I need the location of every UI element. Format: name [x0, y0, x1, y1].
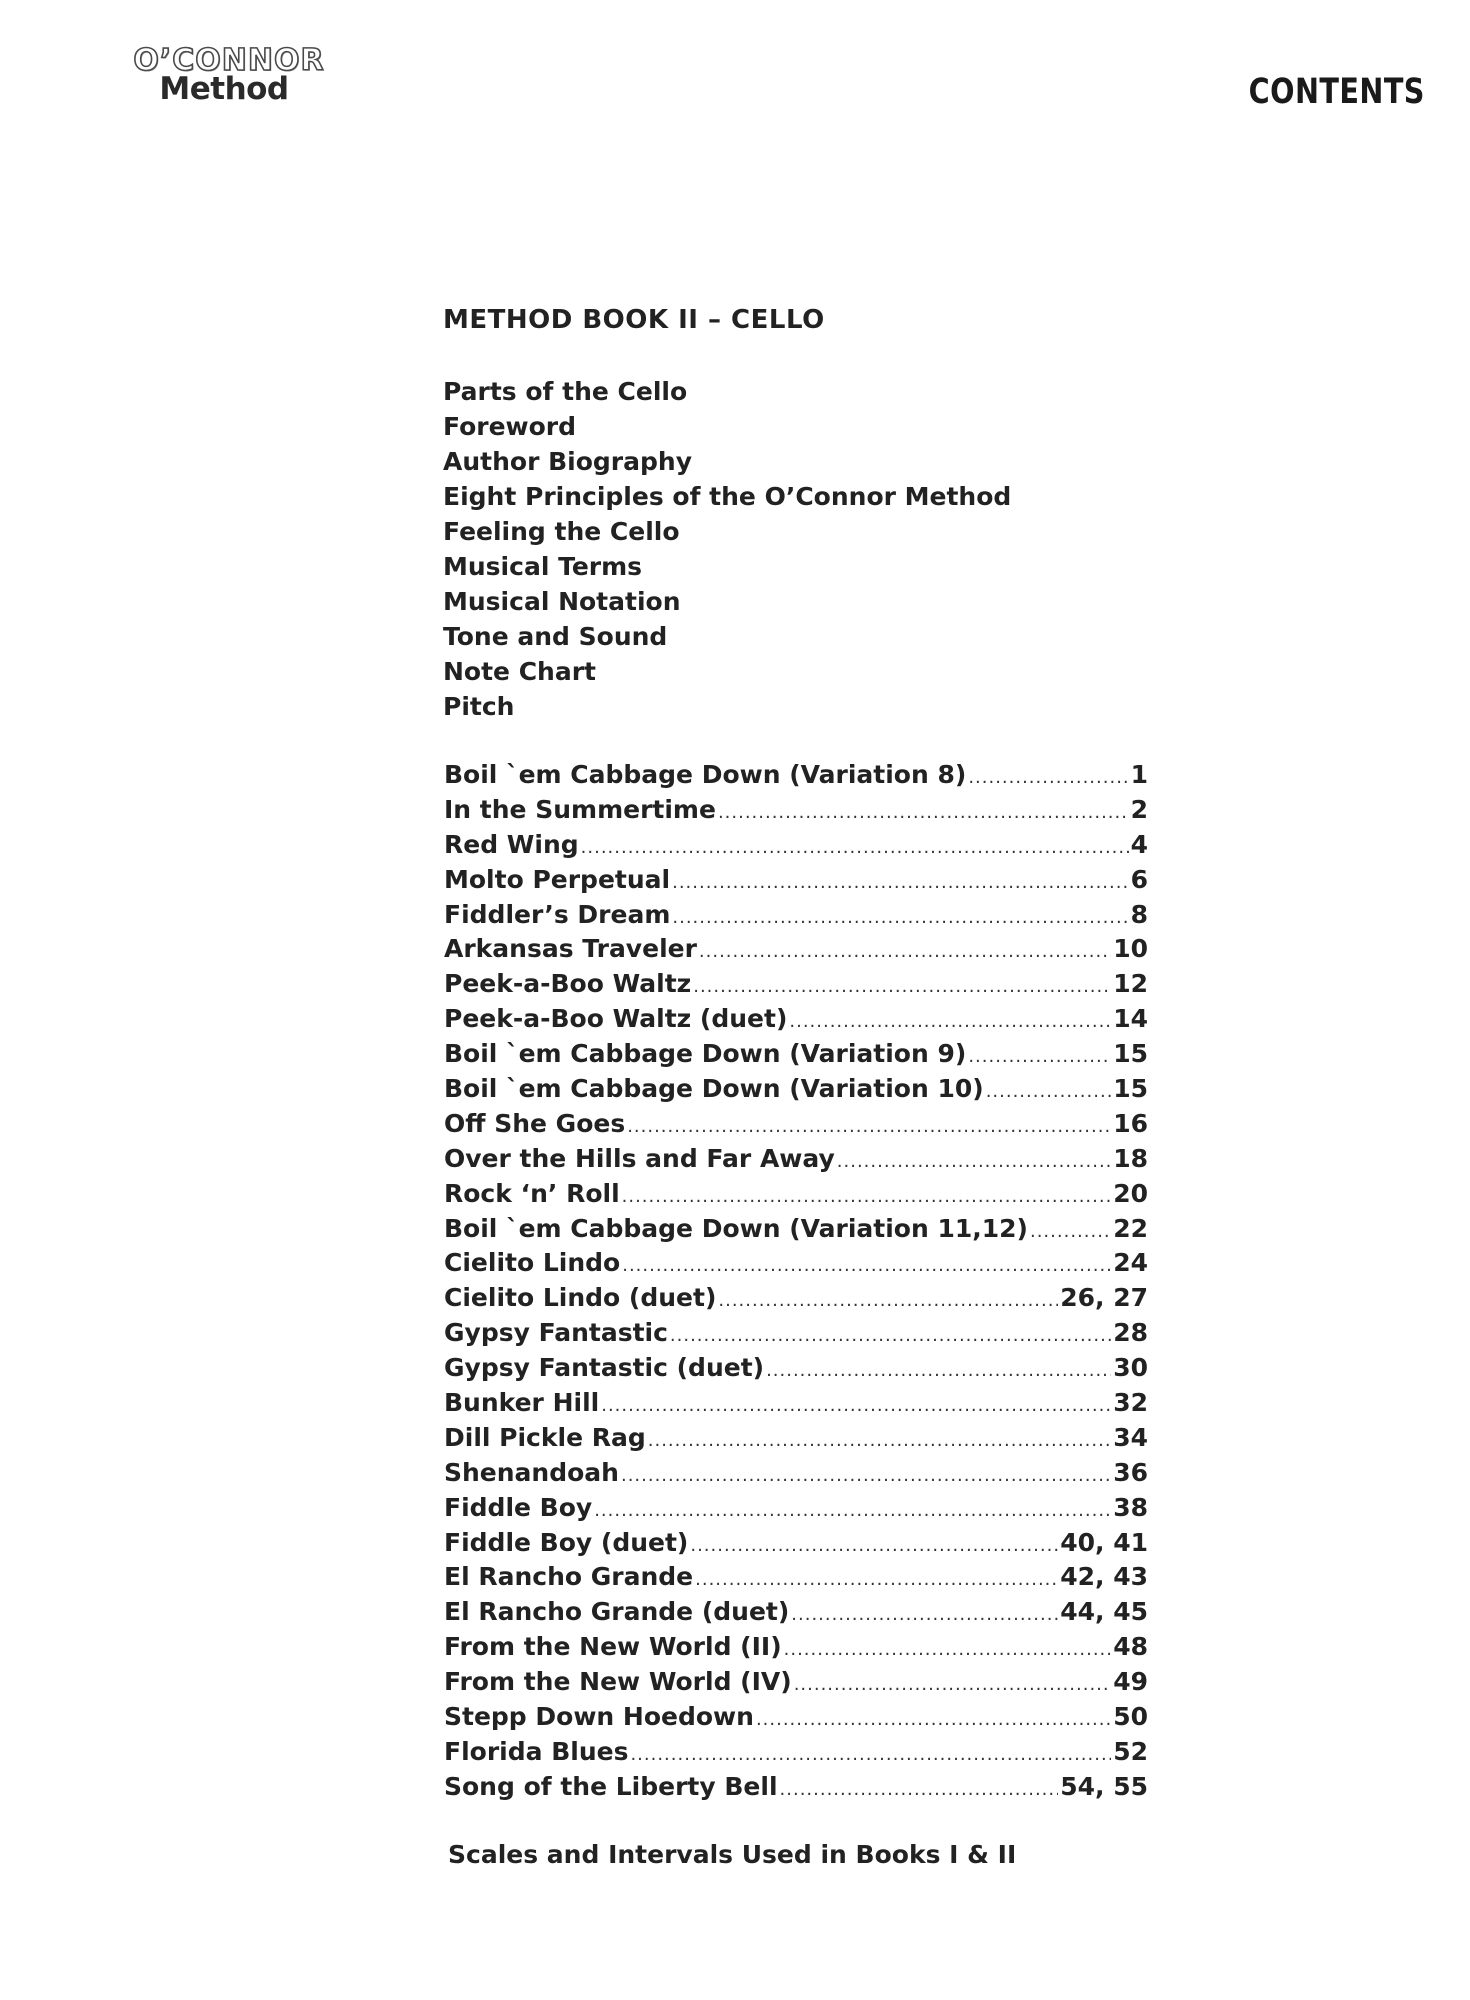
toc-entry: [444, 1560, 1148, 1595]
toc-entry: [444, 1735, 1148, 1770]
dot-leader: [622, 1180, 1112, 1215]
toc-entry: [444, 1142, 1148, 1177]
toc-entry-page: 34: [1113, 1422, 1148, 1452]
oconnor-method-logo: [114, 43, 344, 107]
toc-entry-title: Molto Perpetual: [444, 864, 671, 894]
toc-entry: [444, 967, 1148, 1002]
toc-entry-page: 14: [1113, 1004, 1148, 1034]
toc-entry-title: Dill Pickle Rag: [444, 1422, 646, 1452]
toc-entry-page: 15: [1113, 1074, 1148, 1104]
toc-entry: [444, 1700, 1148, 1735]
dot-leader: [693, 970, 1111, 1005]
toc-entry-title: El Rancho Grande (duet): [444, 1597, 790, 1627]
front-matter-item: Feeling the Cello: [443, 517, 680, 546]
toc-entry-page: 30: [1113, 1353, 1148, 1383]
toc-entry: [444, 828, 1148, 863]
toc-entry-page: 24: [1113, 1248, 1148, 1278]
toc-entry-title: Over the Hills and Far Away: [444, 1143, 835, 1173]
toc-entry: [444, 1456, 1148, 1491]
front-matter-item: Musical Terms: [443, 552, 643, 581]
toc-entry: [444, 1665, 1148, 1700]
toc-entry-page: 26, 27: [1060, 1283, 1148, 1313]
dot-leader: [968, 761, 1128, 796]
dot-leader: [784, 1633, 1112, 1668]
dot-leader: [670, 1319, 1111, 1354]
toc-entry-page: 1: [1130, 760, 1148, 789]
front-matter-item: Eight Principles of the O’Connor Method: [443, 482, 1012, 511]
dot-leader: [601, 1389, 1111, 1424]
toc-entry: [444, 1526, 1148, 1561]
toc-entry-title: Song of the Liberty Bell: [444, 1771, 778, 1801]
toc-entry-title: Florida Blues: [444, 1736, 629, 1766]
toc-entry-page: 38: [1113, 1492, 1148, 1522]
dot-leader: [780, 1773, 1059, 1808]
book-title: METHOD BOOK II – CELLO: [443, 305, 825, 335]
dot-leader: [1030, 1215, 1111, 1250]
toc-entry-page: 36: [1113, 1457, 1148, 1487]
toc-entry-title: Boil `em Cabbage Down (Variation 9): [444, 1039, 967, 1069]
toc-entry-page: 2: [1130, 794, 1148, 824]
toc-entry-page: 52: [1113, 1736, 1148, 1766]
toc-entry: [444, 1037, 1148, 1072]
toc-entry-page: 32: [1113, 1388, 1148, 1418]
dot-leader: [594, 1494, 1111, 1529]
toc-entry-title: Boil `em Cabbage Down (Variation 11,12): [444, 1213, 1028, 1243]
toc-entry: [444, 1630, 1148, 1665]
dot-leader: [756, 1703, 1111, 1738]
dot-leader: [718, 1284, 1058, 1319]
front-matter-list: [443, 374, 1143, 724]
toc-entry-title: In the Summertime: [444, 794, 716, 824]
toc-entry-title: Gypsy Fantastic (duet): [444, 1353, 765, 1383]
dot-leader: [794, 1668, 1112, 1703]
toc-entry-page: 16: [1113, 1108, 1148, 1138]
logo-line-2: Method: [159, 71, 289, 107]
toc-entry-title: Arkansas Traveler: [444, 934, 697, 964]
toc-entry-page: 42, 43: [1060, 1562, 1148, 1592]
dot-leader: [621, 1459, 1111, 1494]
dot-leader: [690, 1529, 1058, 1564]
toc-entry: [444, 898, 1148, 933]
front-matter-item: Tone and Sound: [443, 622, 668, 651]
toc-entry: [444, 1316, 1148, 1351]
toc-entry-title: El Rancho Grande: [444, 1562, 694, 1592]
front-matter-item: Pitch: [443, 692, 515, 721]
toc-entry-title: Off She Goes: [444, 1108, 626, 1138]
toc-entry-page: 10: [1113, 934, 1148, 964]
toc-entry-page: 18: [1113, 1143, 1148, 1173]
dot-leader: [837, 1145, 1111, 1180]
toc-entry-title: Fiddle Boy: [444, 1492, 593, 1522]
toc-entry: [444, 1002, 1148, 1037]
toc-entry-page: 22: [1113, 1213, 1148, 1243]
toc-entry: [444, 793, 1148, 828]
toc-entry: [444, 758, 1148, 793]
toc-entry: [444, 1246, 1148, 1281]
dot-leader: [581, 831, 1129, 866]
toc-entry-title: From the New World (IV): [444, 1667, 792, 1697]
dot-leader: [718, 796, 1129, 831]
toc-entry-page: 8: [1130, 899, 1148, 929]
dot-leader: [630, 1738, 1111, 1773]
toc-entry: [444, 1072, 1148, 1107]
dot-leader: [622, 1249, 1111, 1284]
toc-entry-page: 20: [1113, 1178, 1148, 1208]
toc-entry: [444, 1177, 1148, 1212]
toc-entry: [444, 932, 1148, 967]
toc-entry-title: Fiddle Boy (duet): [444, 1527, 689, 1557]
toc-entry-title: Bunker Hill: [444, 1388, 600, 1418]
toc-entry-page: 40, 41: [1060, 1527, 1148, 1557]
toc-entry-page: 4: [1130, 829, 1148, 859]
toc-entry-title: Cielito Lindo: [444, 1248, 621, 1278]
toc-entry-title: Peek-a-Boo Waltz (duet): [444, 1004, 788, 1034]
toc-entry-page: 28: [1113, 1318, 1148, 1348]
dot-leader: [986, 1075, 1112, 1110]
toc-entry-title: Rock ‘n’ Roll: [444, 1178, 620, 1208]
dot-leader: [699, 935, 1111, 970]
logo-line-1: O’CONNOR: [133, 43, 325, 78]
toc-entry: [444, 1491, 1148, 1526]
toc-entry-page: 6: [1130, 864, 1148, 894]
toc-entry-title: Cielito Lindo (duet): [444, 1283, 717, 1313]
dot-leader: [672, 901, 1128, 936]
toc-entry: [444, 1351, 1148, 1386]
front-matter-item: Foreword: [443, 412, 577, 441]
toc-entry-page: 50: [1113, 1702, 1148, 1732]
toc-entry: [444, 1281, 1148, 1316]
scales-intervals-entry: Scales and Intervals Used in Books I & II: [448, 1840, 1017, 1869]
front-matter-item: Parts of the Cello: [443, 377, 688, 406]
dot-leader: [766, 1354, 1111, 1389]
front-matter-item: Musical Notation: [443, 587, 681, 616]
toc-entry-title: Fiddler’s Dream: [444, 899, 671, 929]
toc-entry-title: Peek-a-Boo Waltz: [444, 969, 692, 999]
toc-entry: [444, 863, 1148, 898]
toc-entry-page: 48: [1113, 1632, 1148, 1662]
toc-entry: [444, 1770, 1148, 1805]
toc-entry: [444, 1595, 1148, 1630]
dot-leader: [695, 1563, 1058, 1598]
toc-entry-title: Red Wing: [444, 829, 579, 859]
dot-leader: [968, 1040, 1111, 1075]
toc-entry: [444, 1421, 1148, 1456]
toc-entry-title: Gypsy Fantastic: [444, 1318, 668, 1348]
toc-entry-title: Stepp Down Hoedown: [444, 1702, 754, 1732]
toc-entry-title: Shenandoah: [444, 1457, 619, 1487]
dot-leader: [791, 1598, 1058, 1633]
front-matter-item: Author Biography: [443, 447, 692, 476]
toc-entry-title: Boil `em Cabbage Down (Variation 8): [444, 760, 967, 789]
toc-entry-title: Boil `em Cabbage Down (Variation 10): [444, 1074, 984, 1104]
front-matter-item: Note Chart: [443, 657, 597, 686]
toc-list: [444, 758, 1148, 1805]
dot-leader: [627, 1110, 1111, 1145]
toc-entry-page: 49: [1113, 1667, 1148, 1697]
dot-leader: [672, 866, 1128, 901]
toc-entry: [444, 1212, 1148, 1247]
dot-leader: [789, 1005, 1111, 1040]
page-title: CONTENTS: [1248, 72, 1425, 112]
dot-leader: [648, 1424, 1111, 1459]
toc-entry: [444, 1386, 1148, 1421]
toc-entry-title: From the New World (II): [444, 1632, 782, 1662]
toc-entry-page: 12: [1113, 969, 1148, 999]
toc-entry: [444, 1107, 1148, 1142]
toc-entry-page: 54, 55: [1060, 1771, 1148, 1801]
toc-entry-page: 44, 45: [1060, 1597, 1148, 1627]
toc-entry-page: 15: [1113, 1039, 1148, 1069]
